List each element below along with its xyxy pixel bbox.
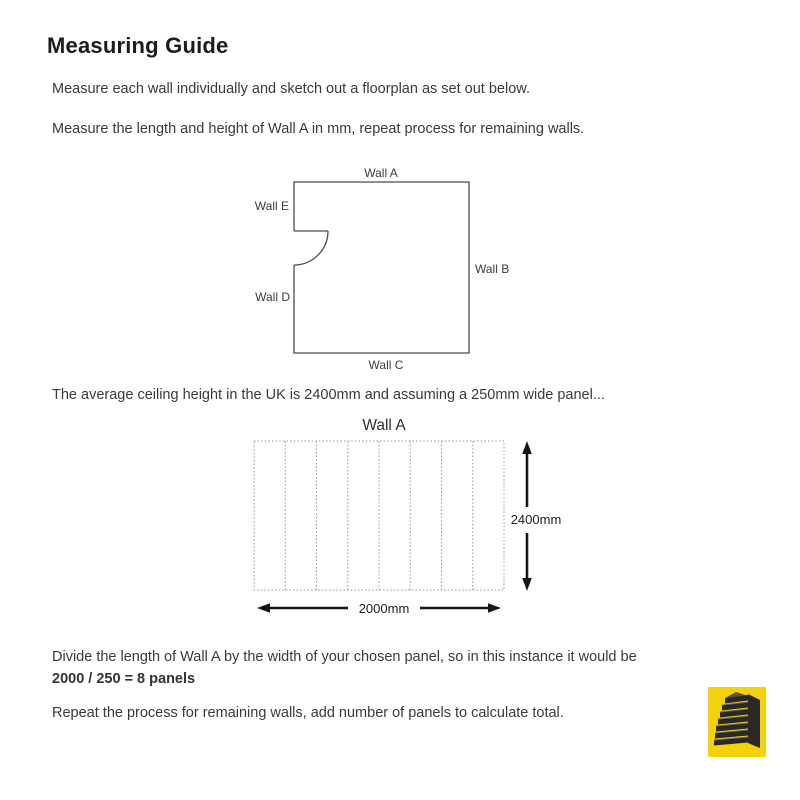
height-arrow-bottom-head <box>522 578 532 591</box>
intro-line-2: Measure the length and height of Wall A in mm, repeat process for remaining walls. <box>52 121 585 137</box>
door-swing-arc <box>294 231 328 265</box>
room-outline <box>294 182 469 353</box>
intro-line-1: Measure each wall individually and sketch out a floorplan as set out below. <box>52 81 530 97</box>
brand-logo <box>708 687 766 757</box>
logo-stack-side-face <box>748 694 760 748</box>
conclusion-line-2: Repeat the process for remaining walls, add number of panels to calculate total. <box>52 705 564 721</box>
width-arrow-left-head <box>257 603 270 613</box>
floorplan-diagram <box>230 160 530 380</box>
width-dimension-label: 2000mm <box>358 601 410 616</box>
ceiling-note: The average ceiling height in the UK is 2400mm and assuming a 250mm wide panel... <box>52 387 605 403</box>
panel-diagram <box>240 412 580 627</box>
panel-diagram-title: Wall A <box>362 417 406 434</box>
wall-c-label: Wall C <box>368 358 404 372</box>
wall-b-label: Wall B <box>475 262 510 276</box>
wall-e-label: Wall E <box>254 199 289 213</box>
width-arrow-right-head <box>488 603 501 613</box>
wall-d-label: Wall D <box>255 290 290 304</box>
height-arrow-top-head <box>522 441 532 454</box>
conclusion-formula: 2000 / 250 = 8 panels <box>52 671 196 687</box>
conclusion-line-1: Divide the length of Wall A by the width of your chosen panel, so in this instance it would be <box>52 649 637 665</box>
page-title: Measuring Guide <box>47 33 229 58</box>
height-dimension-label: 2400mm <box>510 512 562 527</box>
panel-dividers <box>285 441 473 590</box>
wall-a-label: Wall A <box>364 166 398 180</box>
